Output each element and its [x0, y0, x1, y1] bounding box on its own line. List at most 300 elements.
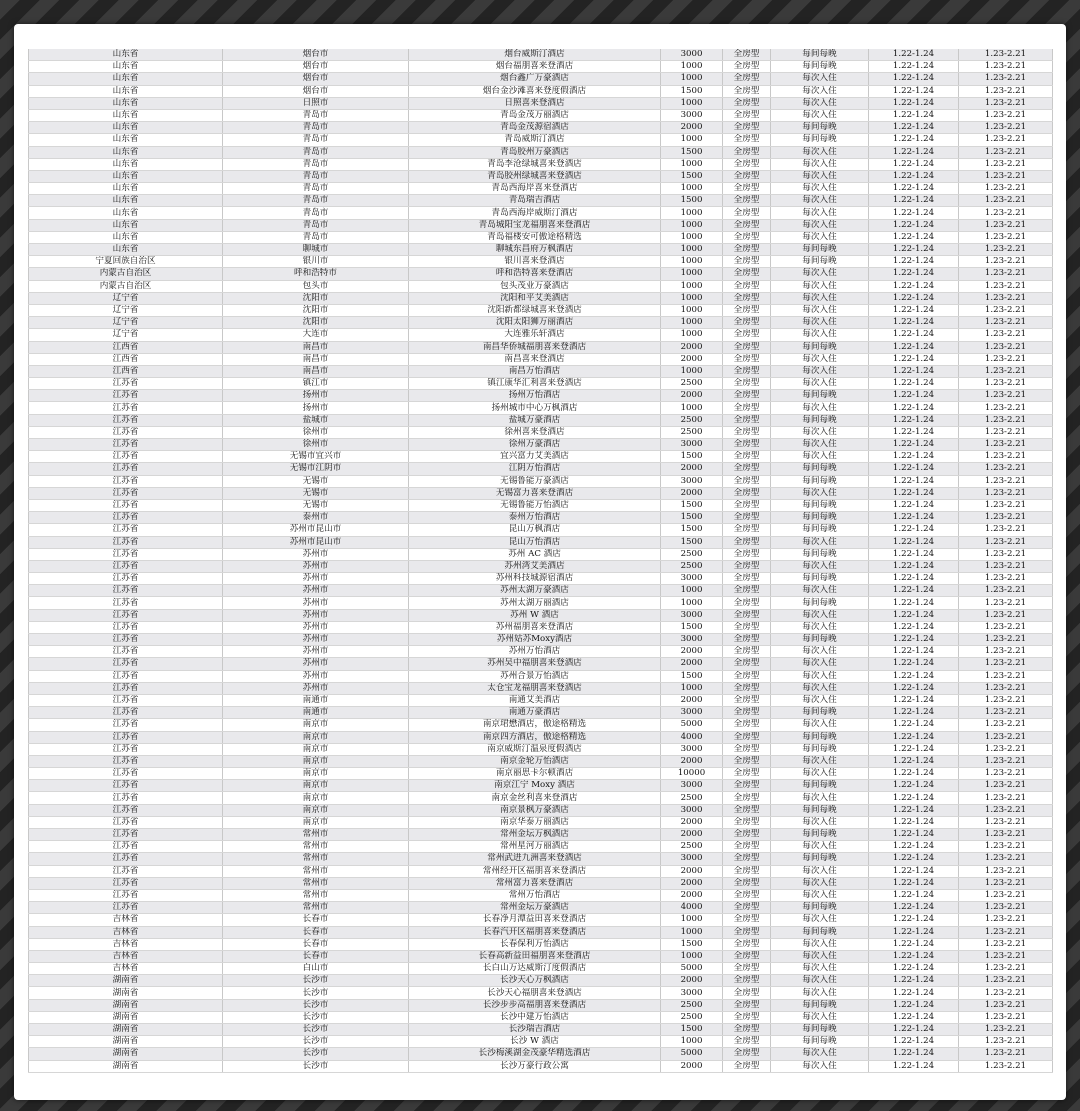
booking-period-cell: 1.22-1.24	[869, 109, 959, 121]
stay-period-cell: 1.23-2.21	[959, 244, 1053, 256]
room-type-cell: 全房型	[723, 768, 771, 780]
points-cell: 2000	[661, 353, 723, 365]
unit-cell: 每间每晚	[771, 524, 869, 536]
province-cell: 江苏省	[29, 548, 223, 560]
room-type-cell: 全房型	[723, 512, 771, 524]
province-cell: 江苏省	[29, 816, 223, 828]
points-cell: 2000	[661, 122, 723, 134]
booking-period-cell: 1.22-1.24	[869, 329, 959, 341]
table-row	[29, 719, 1053, 731]
city-cell: 青岛市	[223, 207, 409, 219]
city-cell: 烟台市	[223, 85, 409, 97]
points-cell: 1500	[661, 621, 723, 633]
hotel-cell: 南京珺懋酒店，傲途格精选	[409, 719, 661, 731]
hotel-cell: 无锡鲁能万怡酒店	[409, 499, 661, 511]
city-cell: 青岛市	[223, 109, 409, 121]
table-row	[29, 244, 1053, 256]
points-cell: 2000	[661, 829, 723, 841]
hotel-cell: 苏州姑苏Moxy酒店	[409, 634, 661, 646]
stay-period-cell: 1.23-2.21	[959, 804, 1053, 816]
table-row	[29, 1024, 1053, 1036]
province-cell: 山东省	[29, 122, 223, 134]
points-cell: 3000	[661, 573, 723, 585]
points-cell: 3000	[661, 439, 723, 451]
hotel-cell: 苏州科技城源宿酒店	[409, 573, 661, 585]
province-cell: 山东省	[29, 61, 223, 73]
unit-cell: 每间每晚	[771, 597, 869, 609]
points-cell: 1000	[661, 280, 723, 292]
stay-period-cell: 1.23-2.21	[959, 682, 1053, 694]
city-cell: 苏州市	[223, 646, 409, 658]
unit-cell: 每间每晚	[771, 743, 869, 755]
unit-cell: 每间每晚	[771, 829, 869, 841]
city-cell: 青岛市	[223, 219, 409, 231]
table-row	[29, 743, 1053, 755]
province-cell: 江苏省	[29, 426, 223, 438]
table-row	[29, 914, 1053, 926]
unit-cell: 每次入住	[771, 73, 869, 85]
hotel-cell: 南京金轮万怡酒店	[409, 755, 661, 767]
unit-cell: 每次入住	[771, 792, 869, 804]
city-cell: 聊城市	[223, 244, 409, 256]
city-cell: 长春市	[223, 938, 409, 950]
room-type-cell: 全房型	[723, 304, 771, 316]
hotel-cell: 南京威斯汀温泉度假酒店	[409, 743, 661, 755]
unit-cell: 每次入住	[771, 1011, 869, 1023]
booking-period-cell: 1.22-1.24	[869, 975, 959, 987]
table-row	[29, 219, 1053, 231]
hotel-list-table	[28, 49, 1053, 1073]
hotel-cell: 呼和浩特喜来登酒店	[409, 268, 661, 280]
hotel-cell: 长沙万豪行政公寓	[409, 1060, 661, 1072]
table-row	[29, 829, 1053, 841]
points-cell: 5000	[661, 963, 723, 975]
room-type-cell: 全房型	[723, 670, 771, 682]
booking-period-cell: 1.22-1.24	[869, 841, 959, 853]
booking-period-cell: 1.22-1.24	[869, 792, 959, 804]
stay-period-cell: 1.23-2.21	[959, 487, 1053, 499]
table-row	[29, 146, 1053, 158]
table-row	[29, 792, 1053, 804]
booking-period-cell: 1.22-1.24	[869, 451, 959, 463]
city-cell: 苏州市	[223, 682, 409, 694]
hotel-cell: 常州经开区福朋喜来登酒店	[409, 865, 661, 877]
unit-cell: 每次入住	[771, 585, 869, 597]
points-cell: 1000	[661, 134, 723, 146]
booking-period-cell: 1.22-1.24	[869, 439, 959, 451]
table-row	[29, 536, 1053, 548]
city-cell: 南京市	[223, 719, 409, 731]
room-type-cell: 全房型	[723, 378, 771, 390]
room-type-cell: 全房型	[723, 97, 771, 109]
booking-period-cell: 1.22-1.24	[869, 390, 959, 402]
city-cell: 苏州市	[223, 634, 409, 646]
room-type-cell: 全房型	[723, 877, 771, 889]
booking-period-cell: 1.22-1.24	[869, 402, 959, 414]
stay-period-cell: 1.23-2.21	[959, 658, 1053, 670]
hotel-cell: 青岛金茂万丽酒店	[409, 109, 661, 121]
unit-cell: 每次入住	[771, 280, 869, 292]
stay-period-cell: 1.23-2.21	[959, 987, 1053, 999]
city-cell: 苏州市	[223, 585, 409, 597]
province-cell: 江苏省	[29, 694, 223, 706]
province-cell: 湖南省	[29, 1048, 223, 1060]
room-type-cell: 全房型	[723, 463, 771, 475]
booking-period-cell: 1.22-1.24	[869, 536, 959, 548]
room-type-cell: 全房型	[723, 207, 771, 219]
city-cell: 青岛市	[223, 195, 409, 207]
booking-period-cell: 1.22-1.24	[869, 914, 959, 926]
province-cell: 山东省	[29, 207, 223, 219]
booking-period-cell: 1.22-1.24	[869, 804, 959, 816]
stay-period-cell: 1.23-2.21	[959, 317, 1053, 329]
booking-period-cell: 1.22-1.24	[869, 524, 959, 536]
city-cell: 无锡市	[223, 499, 409, 511]
points-cell: 1000	[661, 329, 723, 341]
booking-period-cell: 1.22-1.24	[869, 585, 959, 597]
unit-cell: 每间每晚	[771, 122, 869, 134]
table-row	[29, 122, 1053, 134]
points-cell: 2000	[661, 755, 723, 767]
table-row	[29, 109, 1053, 121]
points-cell: 5000	[661, 1048, 723, 1060]
booking-period-cell: 1.22-1.24	[869, 244, 959, 256]
table-row	[29, 439, 1053, 451]
province-cell: 山东省	[29, 85, 223, 97]
city-cell: 苏州市	[223, 597, 409, 609]
room-type-cell: 全房型	[723, 536, 771, 548]
province-cell: 江苏省	[29, 889, 223, 901]
city-cell: 南京市	[223, 731, 409, 743]
hotel-cell: 苏州万怡酒店	[409, 646, 661, 658]
points-cell: 1000	[661, 926, 723, 938]
stay-period-cell: 1.23-2.21	[959, 475, 1053, 487]
unit-cell: 每间每晚	[771, 1024, 869, 1036]
stay-period-cell: 1.23-2.21	[959, 219, 1053, 231]
province-cell: 吉林省	[29, 963, 223, 975]
hotel-cell: 长沙 W 酒店	[409, 1036, 661, 1048]
hotel-cell: 苏州 AC 酒店	[409, 548, 661, 560]
stay-period-cell: 1.23-2.21	[959, 231, 1053, 243]
booking-period-cell: 1.22-1.24	[869, 719, 959, 731]
booking-period-cell: 1.22-1.24	[869, 1036, 959, 1048]
city-cell: 苏州市	[223, 658, 409, 670]
province-cell: 辽宁省	[29, 317, 223, 329]
table-row	[29, 975, 1053, 987]
city-cell: 苏州市	[223, 609, 409, 621]
hotel-cell: 银川喜来登酒店	[409, 256, 661, 268]
city-cell: 长春市	[223, 950, 409, 962]
unit-cell: 每间每晚	[771, 548, 869, 560]
province-cell: 江苏省	[29, 609, 223, 621]
points-cell: 1500	[661, 938, 723, 950]
unit-cell: 每次入住	[771, 646, 869, 658]
table-row	[29, 499, 1053, 511]
table-row	[29, 524, 1053, 536]
unit-cell: 每次入住	[771, 841, 869, 853]
table-row	[29, 426, 1053, 438]
stay-period-cell: 1.23-2.21	[959, 853, 1053, 865]
unit-cell: 每次入住	[771, 219, 869, 231]
city-cell: 沈阳市	[223, 304, 409, 316]
city-cell: 长沙市	[223, 1011, 409, 1023]
city-cell: 青岛市	[223, 122, 409, 134]
city-cell: 长春市	[223, 914, 409, 926]
room-type-cell: 全房型	[723, 560, 771, 572]
unit-cell: 每间每晚	[771, 780, 869, 792]
table-body	[29, 49, 1053, 1072]
stay-period-cell: 1.23-2.21	[959, 548, 1053, 560]
province-cell: 吉林省	[29, 914, 223, 926]
province-cell: 江苏省	[29, 658, 223, 670]
stay-period-cell: 1.23-2.21	[959, 170, 1053, 182]
table-row	[29, 280, 1053, 292]
city-cell: 苏州市	[223, 670, 409, 682]
points-cell: 1500	[661, 1024, 723, 1036]
points-cell: 1500	[661, 670, 723, 682]
unit-cell: 每次入住	[771, 304, 869, 316]
stay-period-cell: 1.23-2.21	[959, 512, 1053, 524]
unit-cell: 每间每晚	[771, 390, 869, 402]
table-row	[29, 816, 1053, 828]
province-cell: 内蒙古自治区	[29, 280, 223, 292]
booking-period-cell: 1.22-1.24	[869, 170, 959, 182]
stay-period-cell: 1.23-2.21	[959, 938, 1053, 950]
room-type-cell: 全房型	[723, 682, 771, 694]
city-cell: 南昌市	[223, 365, 409, 377]
room-type-cell: 全房型	[723, 158, 771, 170]
hotel-cell: 青岛西海岸威斯汀酒店	[409, 207, 661, 219]
province-cell: 山东省	[29, 134, 223, 146]
unit-cell: 每次入住	[771, 1060, 869, 1072]
stay-period-cell: 1.23-2.21	[959, 109, 1053, 121]
table-row	[29, 390, 1053, 402]
province-cell: 山东省	[29, 109, 223, 121]
city-cell: 泰州市	[223, 512, 409, 524]
booking-period-cell: 1.22-1.24	[869, 1048, 959, 1060]
province-cell: 内蒙古自治区	[29, 268, 223, 280]
stay-period-cell: 1.23-2.21	[959, 902, 1053, 914]
province-cell: 湖南省	[29, 987, 223, 999]
unit-cell: 每次入住	[771, 914, 869, 926]
stay-period-cell: 1.23-2.21	[959, 792, 1053, 804]
unit-cell: 每次入住	[771, 865, 869, 877]
room-type-cell: 全房型	[723, 658, 771, 670]
points-cell: 2000	[661, 390, 723, 402]
province-cell: 江苏省	[29, 378, 223, 390]
province-cell: 江苏省	[29, 804, 223, 816]
table-row	[29, 1048, 1053, 1060]
hotel-cell: 常州武进九洲喜来登酒店	[409, 853, 661, 865]
province-cell: 江苏省	[29, 719, 223, 731]
document-card	[14, 24, 1066, 1100]
province-cell: 江苏省	[29, 841, 223, 853]
unit-cell: 每次入住	[771, 816, 869, 828]
booking-period-cell: 1.22-1.24	[869, 877, 959, 889]
table-row	[29, 585, 1053, 597]
points-cell: 2000	[661, 865, 723, 877]
stay-period-cell: 1.23-2.21	[959, 634, 1053, 646]
unit-cell: 每次入住	[771, 682, 869, 694]
table-row	[29, 207, 1053, 219]
points-cell: 2000	[661, 889, 723, 901]
room-type-cell: 全房型	[723, 292, 771, 304]
stay-period-cell: 1.23-2.21	[959, 463, 1053, 475]
room-type-cell: 全房型	[723, 609, 771, 621]
booking-period-cell: 1.22-1.24	[869, 353, 959, 365]
unit-cell: 每次入住	[771, 719, 869, 731]
province-cell: 山东省	[29, 231, 223, 243]
room-type-cell: 全房型	[723, 244, 771, 256]
table-row	[29, 963, 1053, 975]
stay-period-cell: 1.23-2.21	[959, 378, 1053, 390]
room-type-cell: 全房型	[723, 865, 771, 877]
room-type-cell: 全房型	[723, 1011, 771, 1023]
city-cell: 长春市	[223, 926, 409, 938]
city-cell: 白山市	[223, 963, 409, 975]
points-cell: 3000	[661, 743, 723, 755]
points-cell: 3000	[661, 987, 723, 999]
points-cell: 1000	[661, 682, 723, 694]
hotel-cell: 南京四方酒店，傲途格精选	[409, 731, 661, 743]
province-cell: 湖南省	[29, 999, 223, 1011]
hotel-cell: 南通万豪酒店	[409, 707, 661, 719]
points-cell: 3000	[661, 707, 723, 719]
province-cell: 江苏省	[29, 499, 223, 511]
unit-cell: 每次入住	[771, 487, 869, 499]
stay-period-cell: 1.23-2.21	[959, 914, 1053, 926]
stay-period-cell: 1.23-2.21	[959, 73, 1053, 85]
booking-period-cell: 1.22-1.24	[869, 865, 959, 877]
booking-period-cell: 1.22-1.24	[869, 694, 959, 706]
stay-period-cell: 1.23-2.21	[959, 865, 1053, 877]
booking-period-cell: 1.22-1.24	[869, 475, 959, 487]
stay-period-cell: 1.23-2.21	[959, 1036, 1053, 1048]
province-cell: 江苏省	[29, 853, 223, 865]
unit-cell: 每次入住	[771, 268, 869, 280]
hotel-cell: 盐城万豪酒店	[409, 414, 661, 426]
city-cell: 烟台市	[223, 73, 409, 85]
stay-period-cell: 1.23-2.21	[959, 85, 1053, 97]
points-cell: 3000	[661, 609, 723, 621]
table-row	[29, 414, 1053, 426]
unit-cell: 每次入住	[771, 877, 869, 889]
city-cell: 扬州市	[223, 390, 409, 402]
room-type-cell: 全房型	[723, 816, 771, 828]
hotel-cell: 常州金坛万豪酒店	[409, 902, 661, 914]
hotel-cell: 烟台金沙滩喜来登度假酒店	[409, 85, 661, 97]
stay-period-cell: 1.23-2.21	[959, 585, 1053, 597]
unit-cell: 每次入住	[771, 950, 869, 962]
room-type-cell: 全房型	[723, 1024, 771, 1036]
stay-period-cell: 1.23-2.21	[959, 122, 1053, 134]
points-cell: 2500	[661, 426, 723, 438]
points-cell: 2500	[661, 548, 723, 560]
city-cell: 扬州市	[223, 402, 409, 414]
room-type-cell: 全房型	[723, 707, 771, 719]
booking-period-cell: 1.22-1.24	[869, 268, 959, 280]
unit-cell: 每次入住	[771, 536, 869, 548]
room-type-cell: 全房型	[723, 439, 771, 451]
room-type-cell: 全房型	[723, 719, 771, 731]
city-cell: 长沙市	[223, 999, 409, 1011]
room-type-cell: 全房型	[723, 755, 771, 767]
table-row	[29, 183, 1053, 195]
unit-cell: 每次入住	[771, 158, 869, 170]
points-cell: 1000	[661, 585, 723, 597]
points-cell: 1000	[661, 1036, 723, 1048]
hotel-cell: 江阴万怡酒店	[409, 463, 661, 475]
points-cell: 1500	[661, 524, 723, 536]
room-type-cell: 全房型	[723, 573, 771, 585]
province-cell: 江苏省	[29, 475, 223, 487]
province-cell: 辽宁省	[29, 292, 223, 304]
points-cell: 1000	[661, 914, 723, 926]
room-type-cell: 全房型	[723, 487, 771, 499]
stay-period-cell: 1.23-2.21	[959, 963, 1053, 975]
stay-period-cell: 1.23-2.21	[959, 755, 1053, 767]
booking-period-cell: 1.22-1.24	[869, 621, 959, 633]
hotel-cell: 青岛瑞吉酒店	[409, 195, 661, 207]
province-cell: 江苏省	[29, 646, 223, 658]
unit-cell: 每次入住	[771, 402, 869, 414]
hotel-cell: 苏州合景万怡酒店	[409, 670, 661, 682]
table-row	[29, 560, 1053, 572]
stay-period-cell: 1.23-2.21	[959, 1060, 1053, 1072]
hotel-cell: 南京景枫万豪酒店	[409, 804, 661, 816]
points-cell: 1000	[661, 256, 723, 268]
room-type-cell: 全房型	[723, 829, 771, 841]
city-cell: 徐州市	[223, 439, 409, 451]
hotel-cell: 南通艾美酒店	[409, 694, 661, 706]
unit-cell: 每间每晚	[771, 49, 869, 61]
room-type-cell: 全房型	[723, 1060, 771, 1072]
booking-period-cell: 1.22-1.24	[869, 768, 959, 780]
province-cell: 江苏省	[29, 390, 223, 402]
province-cell: 江苏省	[29, 414, 223, 426]
points-cell: 1000	[661, 231, 723, 243]
hotel-cell: 太仓宝龙福朋喜来登酒店	[409, 682, 661, 694]
room-type-cell: 全房型	[723, 122, 771, 134]
hotel-cell: 无锡富力喜来登酒店	[409, 487, 661, 499]
room-type-cell: 全房型	[723, 743, 771, 755]
booking-period-cell: 1.22-1.24	[869, 987, 959, 999]
booking-period-cell: 1.22-1.24	[869, 926, 959, 938]
hotel-cell: 大连雅乐轩酒店	[409, 329, 661, 341]
unit-cell: 每次入住	[771, 1048, 869, 1060]
city-cell: 南京市	[223, 816, 409, 828]
booking-period-cell: 1.22-1.24	[869, 207, 959, 219]
table-row	[29, 1011, 1053, 1023]
points-cell: 2500	[661, 999, 723, 1011]
table-row	[29, 987, 1053, 999]
room-type-cell: 全房型	[723, 999, 771, 1011]
hotel-cell: 青岛城阳宝龙福朋喜来登酒店	[409, 219, 661, 231]
stay-period-cell: 1.23-2.21	[959, 49, 1053, 61]
points-cell: 2000	[661, 463, 723, 475]
booking-period-cell: 1.22-1.24	[869, 609, 959, 621]
table-row	[29, 877, 1053, 889]
room-type-cell: 全房型	[723, 49, 771, 61]
table-row	[29, 195, 1053, 207]
city-cell: 青岛市	[223, 170, 409, 182]
points-cell: 3000	[661, 634, 723, 646]
city-cell: 南京市	[223, 743, 409, 755]
stay-period-cell: 1.23-2.21	[959, 1048, 1053, 1060]
unit-cell: 每间每晚	[771, 804, 869, 816]
booking-period-cell: 1.22-1.24	[869, 292, 959, 304]
table-row	[29, 402, 1053, 414]
